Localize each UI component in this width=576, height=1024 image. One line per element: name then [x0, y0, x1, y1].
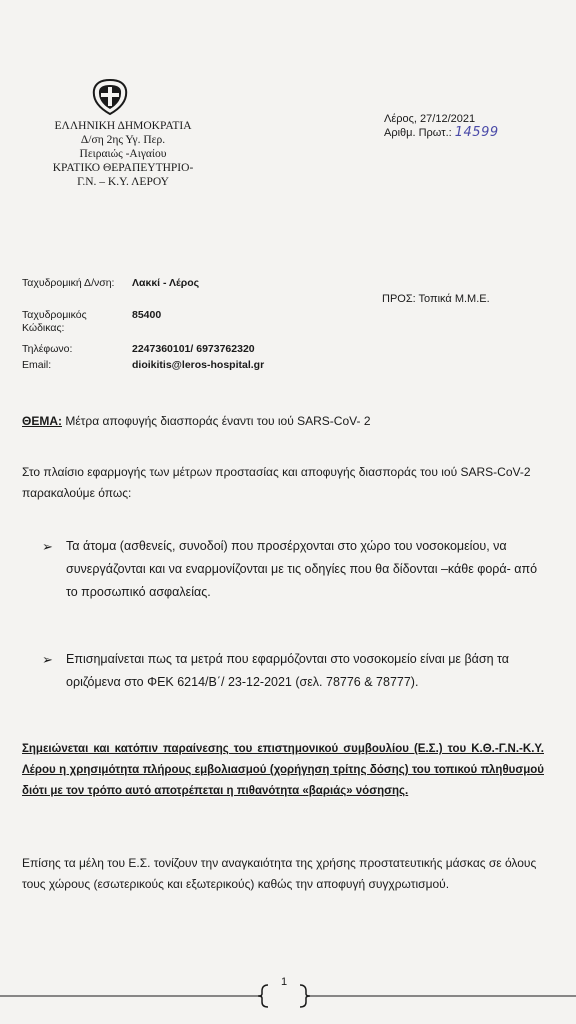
subject-label: ΘΕΜΑ: — [22, 414, 62, 428]
protocol-label: Αριθμ. Πρωτ.: — [384, 127, 452, 139]
issuer-block — [18, 119, 228, 189]
protocol-number: 14599 — [454, 125, 499, 140]
vaccination-note: Σημειώνεται και κατόπιν παραίνεσης του επιστημονικού συμβουλίου (Ε.Σ.) του Κ.Θ.-Γ.Ν.-Κ.Υ. Λέρου η χρησιμότητα πλήρους εμβολιασμού (χορήγηση τρίτης δόσης) του τοπικού πληθυσμού διότι με τον τρόπο αυτό αποτρέπεται η πιθανότητα «βαριάς» νόσησης. — [22, 743, 544, 797]
phone-label: Τηλέφωνο: — [22, 343, 73, 355]
postal-code-value: 85400 — [132, 309, 162, 321]
subject-text: Μέτρα αποφυγής διασποράς έναντι του ιού SARS-CoV- 2 — [62, 414, 371, 428]
issuer-line: Δ/ση 2ης Υγ. Περ. — [80, 134, 166, 146]
address-value: Λακκί - Λέρος — [132, 277, 200, 289]
issuer-line: ΚΡΑΤΙΚΟ ΘΕΡΑΠΕΥΤΗΡΙΟ- — [52, 162, 194, 174]
subject-line — [22, 414, 371, 428]
postal-code-label: Ταχυδρομικός Κώδικας: — [22, 309, 87, 334]
arrow-bullet-icon: ➢ — [42, 652, 53, 667]
issuer-line: Πειραιώς -Αιγαίου — [79, 148, 167, 160]
date-protocol-block — [384, 112, 554, 140]
arrow-bullet-icon: ➢ — [42, 539, 53, 554]
email-label: Email: — [22, 359, 52, 371]
email-value: dioikitis@leros-hospital.gr — [132, 359, 265, 371]
intro-paragraph: Στο πλαίσιο εφαρμογής των μέτρων προστασίας και αποφυγής διασποράς του ιού SARS-CoV-2 παρακαλούμε όπως: — [22, 465, 531, 500]
bullet-text: Επισημαίνεται πως τα μετρά που εφαρμόζονται στο νοσοκομείο είναι με βάση τα οριζόμενα στο ΦΕΚ 6214/Β΄/ 23-12-2021 (σελ. 78776 & 78777). — [66, 652, 510, 689]
greek-emblem-icon — [90, 76, 130, 116]
protocol-line — [384, 126, 554, 140]
issuer-line: Γ.Ν. – Κ.Υ. ΛΕΡΟΥ — [77, 176, 169, 188]
mask-paragraph: Επίσης τα μέλη του Ε.Σ. τονίζουν την αναγκαιότητα της χρήσης προστατευτικής μάσκας σε όλους τους χώρους (εσωτερικούς και εξωτερικούς) καθώς την αποφυγή συγχρωτισμού. — [22, 856, 537, 891]
issuer-line: ΕΛΛΗΝΙΚΗ ΔΗΜΟΚΡΑΤΙΑ — [54, 120, 192, 132]
bullet-text: Τα άτομα (ασθενείς, συνοδοί) που προσέρχονται στο χώρο του νοσοκομείου, να συνεργάζονται και να εναρμονίζονται με τις οδηγίες που θα δίδονται –κάθε φορά- από το προσωπικό ασφαλείας. — [66, 539, 538, 599]
place-date: Λέρος, 27/12/2021 — [384, 113, 476, 125]
recipient: ΠΡΟΣ: Τοπικά Μ.Μ.Ε. — [382, 293, 490, 305]
page-number: 1 — [280, 976, 288, 988]
phone-value: 2247360101/ 6973762320 — [132, 343, 255, 355]
address-label: Ταχυδρομική Δ/νση: — [22, 277, 115, 289]
